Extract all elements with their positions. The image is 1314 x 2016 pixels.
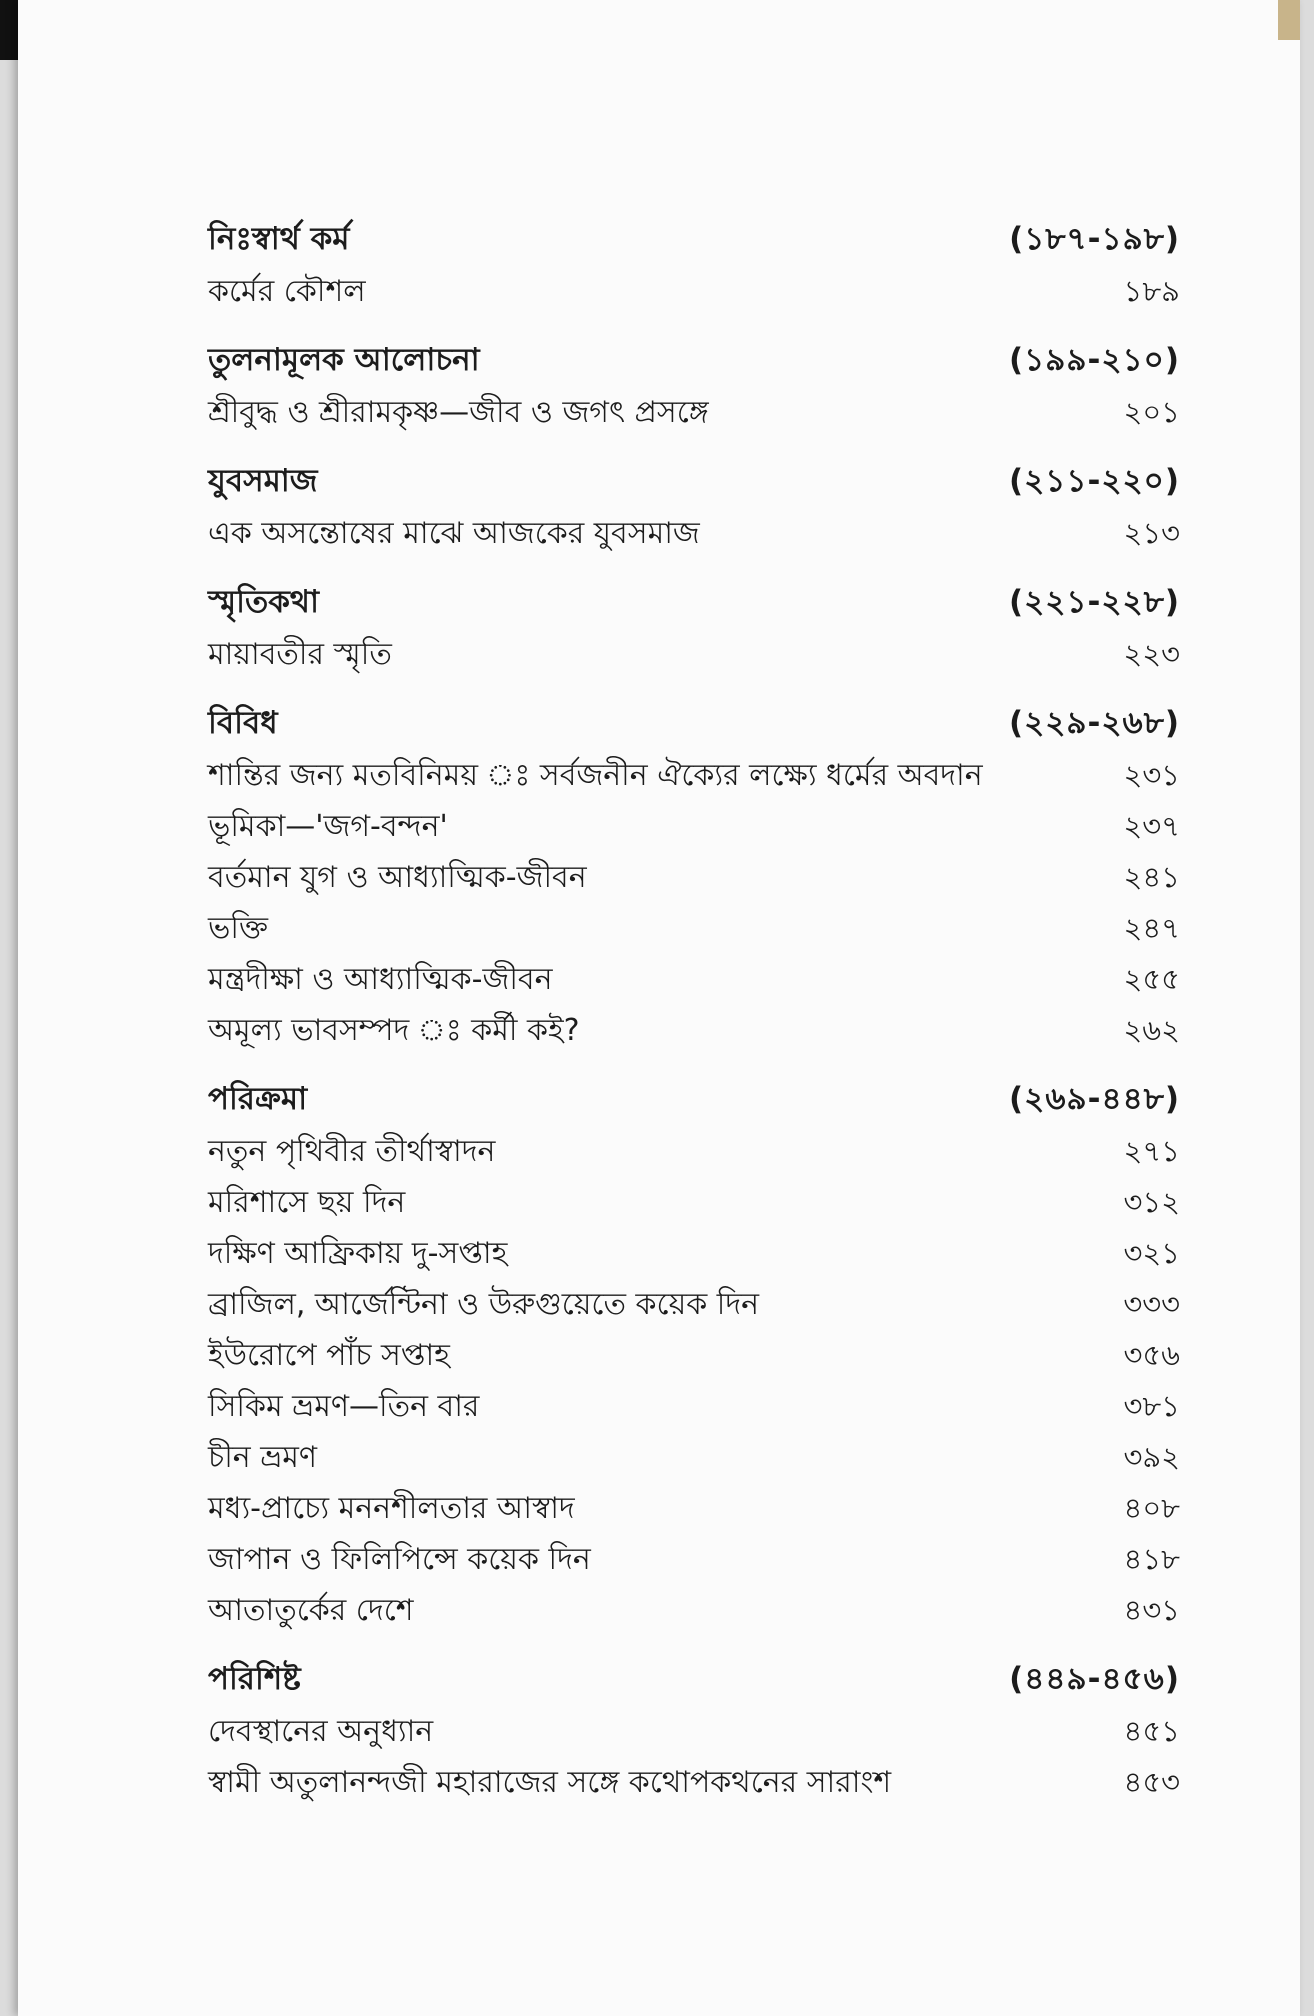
entry-page-number: ২৪১	[1123, 860, 1180, 894]
toc-entry	[208, 955, 1180, 1006]
entry-title: স্বামী অতুলানন্দজী মহারাজের সঙ্গে কথোপকথনের সারাংশ	[208, 1765, 892, 1800]
entry-title: এক অসন্তোষের মাঝে আজকের যুবসমাজ	[208, 516, 700, 551]
toc-entry	[208, 267, 1180, 318]
toc-entry	[208, 1178, 1180, 1229]
entry-page-number: ২৫৫	[1123, 962, 1180, 996]
entry-title: ভক্তি	[208, 911, 269, 946]
section-heading: স্মৃতিকথা	[208, 584, 319, 620]
entry-page-number: ১৮৯	[1123, 274, 1180, 308]
section-heading-row	[208, 1075, 1180, 1127]
page-corner	[1278, 0, 1300, 40]
entry-page-number: ২১৩	[1123, 516, 1180, 550]
section-heading-row	[208, 1655, 1180, 1707]
toc-entry	[208, 388, 1180, 439]
entry-page-number: ৩৫৬	[1123, 1338, 1180, 1372]
toc-section	[208, 215, 1180, 318]
entry-page-number: ২৩৭	[1123, 809, 1180, 843]
toc-entry	[208, 1707, 1180, 1758]
entry-page-number: ৩৯২	[1123, 1440, 1180, 1474]
toc-section	[208, 457, 1180, 560]
entry-page-number: ২৬২	[1123, 1013, 1180, 1047]
entry-title: ব্রাজিল, আর্জেন্টিনা ও উরুগুয়েতে কয়েক দিন	[208, 1287, 760, 1322]
entry-page-number: ৩৩৩	[1123, 1287, 1180, 1321]
entry-page-number: ৪৫৩	[1123, 1765, 1180, 1799]
entry-page-number: ৪১৮	[1123, 1542, 1180, 1576]
toc-entry	[208, 1006, 1180, 1057]
toc-entry	[208, 1758, 1180, 1809]
entry-page-number: ২০১	[1123, 395, 1180, 429]
toc-entry	[208, 751, 1180, 802]
entry-title: সিকিম ভ্রমণ—তিন বার	[208, 1389, 480, 1424]
toc-entry	[208, 1331, 1180, 1382]
entry-title: ইউরোপে পাঁচ সপ্তাহ	[208, 1338, 450, 1373]
toc-entry	[208, 509, 1180, 560]
entry-title: দেবস্থানের অনুধ্যান	[208, 1714, 434, 1749]
section-page-range: (২২১-২২৮)	[1008, 584, 1180, 620]
section-heading: পরিক্রমা	[208, 1081, 308, 1117]
entry-page-number: ২৩১	[1123, 758, 1180, 792]
entry-title: মরিশাসে ছয় দিন	[208, 1185, 406, 1220]
toc-section	[208, 699, 1180, 1057]
section-heading: বিবিধ	[208, 705, 278, 741]
toc-entry	[208, 1433, 1180, 1484]
toc-section	[208, 336, 1180, 439]
toc-entry	[208, 1280, 1180, 1331]
section-page-range: (২১১-২২০)	[1008, 463, 1180, 499]
entry-title: চীন ভ্রমণ	[208, 1440, 318, 1475]
entry-title: শ্রীবুদ্ধ ও শ্রীরামকৃষ্ণ—জীব ও জগৎ প্রসঙ্গে	[208, 395, 709, 430]
entry-page-number: ২২৩	[1123, 637, 1180, 671]
section-heading: যুবসমাজ	[208, 463, 318, 499]
entry-title: মধ্য-প্রাচ্যে মননশীলতার আস্বাদ	[208, 1491, 575, 1526]
entry-page-number: ৪৩১	[1123, 1593, 1180, 1627]
entry-title: অমূল্য ভাবসম্পদ ঃ কর্মী কই?	[208, 1013, 580, 1048]
section-page-range: (২২৯-২৬৮)	[1008, 705, 1180, 741]
toc-entry	[208, 630, 1180, 681]
section-page-range: (১৮৭-১৯৮)	[1009, 221, 1180, 257]
section-heading-row	[208, 215, 1180, 267]
toc-entry	[208, 853, 1180, 904]
entry-title: মায়াবতীর স্মৃতি	[208, 637, 392, 672]
section-heading-row	[208, 457, 1180, 509]
section-heading: পরিশিষ্ট	[208, 1661, 301, 1697]
entry-page-number: ৩১২	[1123, 1185, 1180, 1219]
entry-title: কর্মের কৌশল	[208, 274, 366, 309]
section-heading-row	[208, 336, 1180, 388]
toc-entry	[208, 1535, 1180, 1586]
toc-entry	[208, 904, 1180, 955]
entry-title: শান্তির জন্য মতবিনিময় ঃ সর্বজনীন ঐক্যের লক্ষ্যে ধর্মের অবদান	[208, 758, 983, 793]
section-heading-row	[208, 699, 1180, 751]
entry-title: বর্তমান যুগ ও আধ্যাত্মিক-জীবন	[208, 860, 587, 895]
toc-entry	[208, 1127, 1180, 1178]
toc-section	[208, 1655, 1180, 1809]
book-page	[18, 0, 1300, 2016]
entry-title: আতাতুর্কের দেশে	[208, 1593, 414, 1628]
toc-entry	[208, 1484, 1180, 1535]
entry-title: দক্ষিণ আফ্রিকায় দু-সপ্তাহ	[208, 1236, 508, 1271]
entry-page-number: ৪০৮	[1123, 1491, 1180, 1525]
entry-title: ভূমিকা—'জগ-বন্দন'	[208, 809, 448, 844]
entry-page-number: ৩২১	[1123, 1236, 1180, 1270]
section-heading: নিঃস্বার্থ কর্ম	[208, 221, 350, 257]
toc-section	[208, 578, 1180, 681]
toc-entry	[208, 802, 1180, 853]
section-page-range: (২৬৯-৪৪৮)	[1009, 1081, 1180, 1117]
entry-page-number: ৩৮১	[1123, 1389, 1180, 1423]
section-heading-row	[208, 578, 1180, 630]
toc-entry	[208, 1229, 1180, 1280]
section-heading: তুলনামূলক আলোচনা	[208, 342, 480, 378]
toc-entry	[208, 1586, 1180, 1637]
entry-page-number: ৪৫১	[1123, 1714, 1180, 1748]
table-of-contents	[208, 215, 1180, 1827]
page-edge-shadow	[0, 0, 18, 60]
entry-page-number: ২৭১	[1123, 1134, 1180, 1168]
entry-title: মন্ত্রদীক্ষা ও আধ্যাত্মিক-জীবন	[208, 962, 553, 997]
toc-section	[208, 1075, 1180, 1637]
section-page-range: (১৯৯-২১০)	[1009, 342, 1180, 378]
entry-page-number: ২৪৭	[1123, 911, 1180, 945]
entry-title: নতুন পৃথিবীর তীর্থাস্বাদন	[208, 1134, 496, 1169]
section-page-range: (৪৪৯-৪৫৬)	[1009, 1661, 1180, 1697]
entry-title: জাপান ও ফিলিপিন্সে কয়েক দিন	[208, 1542, 591, 1577]
toc-entry	[208, 1382, 1180, 1433]
